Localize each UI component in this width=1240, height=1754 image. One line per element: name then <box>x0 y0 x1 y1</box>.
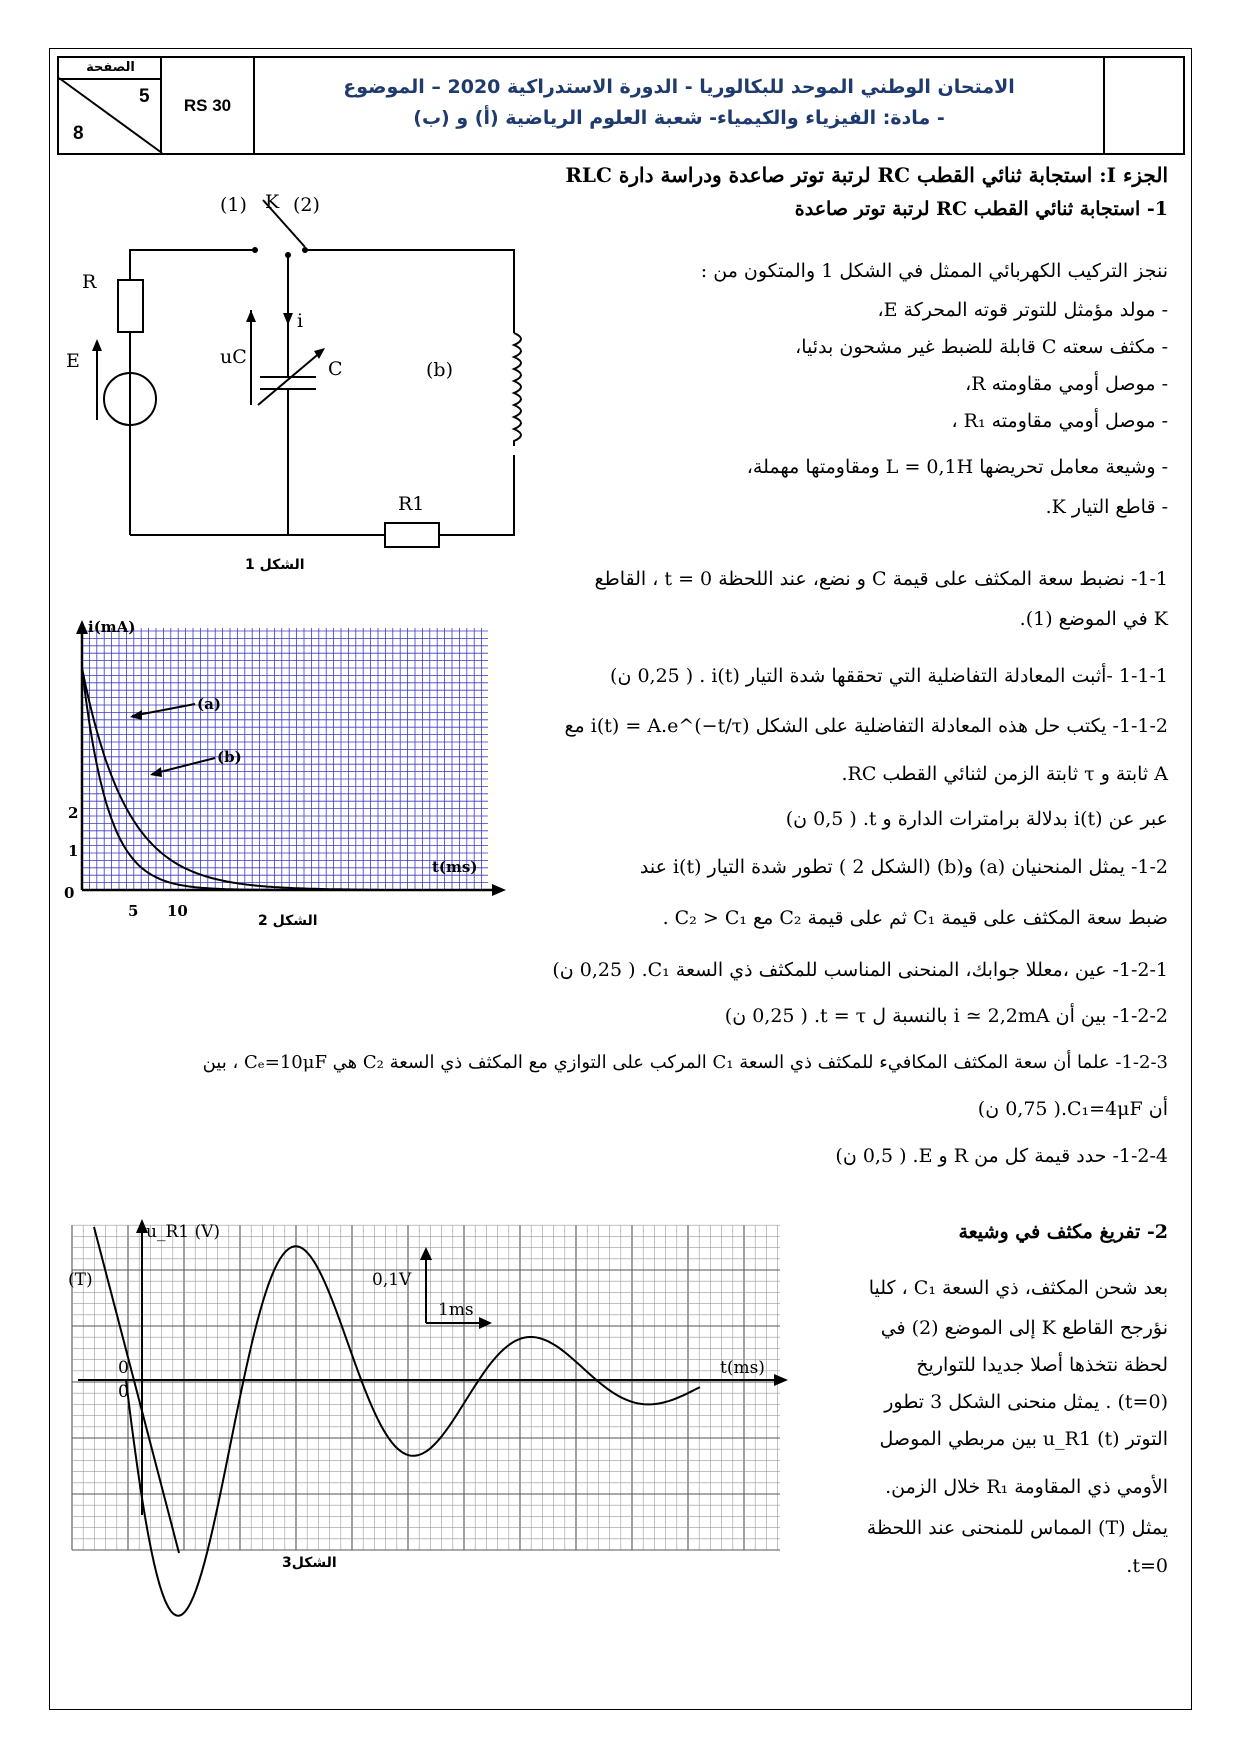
fig2-tick-x10: 10 <box>167 902 188 920</box>
fig3-zero-upper: 0 <box>118 1358 129 1378</box>
fig3-xlabel: t(ms) <box>720 1358 765 1378</box>
q11-line1: 1-1- نضبط سعة المكثف على قيمة C و نضع، عند اللحظة t = 0 ، القاطع <box>594 568 1168 590</box>
title-line1: الامتحان الوطني الموحد للبكالوريا - الدورة الاستدراكية 2020 – الموضوع <box>343 76 1015 98</box>
current-i-label: i <box>297 310 304 332</box>
sec2-line8: t=0. <box>1126 1555 1168 1577</box>
q121: 1-2-1- عين ،معللا جوابك، المنحنى المناسب للمكثف ذي السعة C₁. ( 0,25 ن) <box>552 959 1168 981</box>
title-line2: - مادة: الفيزياء والكيمياء- شعبة العلوم الرياضية (أ) و (ب) <box>413 107 945 129</box>
fig2-tick-x5: 5 <box>128 902 139 920</box>
fig2-xlabel: t(ms) <box>432 858 478 876</box>
page-number-box <box>59 58 162 153</box>
fig2-ylabel: i(mA) <box>88 618 136 636</box>
fig3-zero-lower: 0 <box>118 1382 129 1402</box>
q11-line2: K في الموضع (1). <box>1019 608 1168 630</box>
figure1-circuit <box>60 191 540 575</box>
resistor-r1-label: R1 <box>398 493 425 515</box>
resistor-r-label: R <box>82 271 97 293</box>
exam-header <box>57 56 1185 155</box>
fig3-ylabel: u_R1 (V) <box>146 1222 221 1242</box>
q122: 1-2-2- بين أن i ≃ 2,2mA بالنسبة ل t = τ. ( 0,25 ن) <box>724 1005 1168 1027</box>
fig3-tangent-line <box>94 1227 179 1553</box>
q123-line1: 1-2-3- علما أن سعة المكثف المكافيء للمكثف ذي السعة C₁ المركب على التوازي مع المكثف ذي السعة C₂ هي Cₑ=10μF ، بين <box>202 1052 1168 1073</box>
fig3-curve-u <box>126 1246 700 1615</box>
fig3-scale-t: 1ms <box>438 1300 474 1320</box>
figure3-voltage-graph <box>60 1215 800 1575</box>
switch-pos2-label: (2) <box>293 194 320 216</box>
fig2-tick-y1: 1 <box>68 842 79 860</box>
sec2-line3: لحظة نتخذها أصلا جديدا للتواريخ <box>916 1354 1168 1376</box>
sec2-line7: يمثل (T) المماس للمنحنى عند اللحظة <box>866 1517 1168 1539</box>
fig3-tangent-label: (T) <box>68 1270 93 1290</box>
item-switch: - قاطع التيار K. <box>1045 496 1168 518</box>
item-generator: - مولد مؤمثل للتوتر قوته المحركة E، <box>877 299 1168 321</box>
q124: 1-2-4- حدد قيمة كل من R و E. ( 0,5 ن) <box>835 1145 1168 1167</box>
fig2-label-a: (a) <box>197 695 221 713</box>
fig2-label-b: (b) <box>217 748 242 766</box>
q111: 1-1-1 -أثبت المعادلة التفاضلية التي تحققها شدة التيار i(t) . ( 0,25 ن) <box>610 665 1168 687</box>
sec2-line6: الأومي ذي المقاومة R₁ خلال الزمن. <box>885 1476 1168 1498</box>
q12-line2: ضبط سعة المكثف على قيمة C₁ ثم على قيمة C₂ مع C₂ > C₁ . <box>662 907 1168 929</box>
item-resistor-r: - موصل أومي مقاومته R، <box>965 373 1168 395</box>
sec2-line1: بعد شحن المكثف، ذي السعة C₁ ، كليا <box>868 1277 1168 1299</box>
uc-label: uC <box>220 346 247 368</box>
sec2-line4: (t=0) . يمثل منحنى الشكل 3 تطور <box>884 1391 1168 1413</box>
fig2-tick-y2: 2 <box>68 804 79 822</box>
q112-line1: 1-1-2- يكتب حل هذه المعادلة التفاضلية على الشكل i(t) = A.e^(−t/τ) مع <box>564 715 1168 737</box>
intro-text: ننجز التركيب الكهربائي الممثل في الشكل 1 والمتكون من : <box>700 260 1168 282</box>
exam-title <box>255 58 1105 153</box>
sec2-title: 2- تفريغ مكثف في وشيعة <box>958 1221 1168 1243</box>
q112-line2: A ثابتة و τ ثابتة الزمن لثنائي القطب RC. <box>841 763 1168 785</box>
part1-title: الجزء I: استجابة ثنائي القطب RC لرتبة توتر صاعدة ودراسة دارة RLC <box>565 163 1168 187</box>
sec2-line2: نؤرجح القاطع K إلى الموضع (2) في <box>880 1317 1168 1339</box>
capacitor-c-label: C <box>328 358 343 380</box>
switch-pos1-label: (1) <box>220 194 247 216</box>
switch-k-label: K <box>265 191 280 213</box>
figure2-caption: الشكل 2 <box>258 913 318 929</box>
sec2-line5: التوتر u_R1 (t) بين مربطي الموصل <box>879 1428 1168 1450</box>
q12-line1: 1-2- يمثل المنحنيان (a) و(b) (الشكل 2 ) تطور شدة التيار i(t) عند <box>639 856 1168 878</box>
item-coil: - وشيعة معامل تحريضها L = 0,1H ومقاومتها مهملة، <box>746 456 1168 478</box>
sec1-title: 1- استجابة ثنائي القطب RC لرتبة توتر صاعدة <box>794 198 1168 220</box>
page-current: 5 <box>139 86 150 107</box>
coil-b-label: (b) <box>426 359 453 381</box>
figure2-current-graph <box>60 610 510 940</box>
page-label: الصفحة <box>59 60 162 80</box>
item-capacitor: - مكثف سعته C قابلة للضبط غير مشحون بدئيا، <box>795 336 1168 358</box>
emf-e-label: E <box>66 350 80 372</box>
page-total: 8 <box>73 123 84 144</box>
q112-line3: عبر عن i(t) بدلالة برامترات الدارة و t. ( 0,5 ن) <box>785 808 1168 830</box>
figure3-caption: الشكل3 <box>282 1555 337 1571</box>
fig2-tick-x0: 0 <box>64 884 75 902</box>
exam-code: RS 30 <box>162 58 255 153</box>
fig3-scale-v: 0,1V <box>372 1270 412 1290</box>
figure1-caption: الشكل 1 <box>245 557 305 573</box>
item-resistor-r1: - موصل أومي مقاومته R₁ ، <box>951 410 1168 432</box>
q123-line2: أن C₁=4μF.( 0,75 ن) <box>977 1098 1168 1120</box>
